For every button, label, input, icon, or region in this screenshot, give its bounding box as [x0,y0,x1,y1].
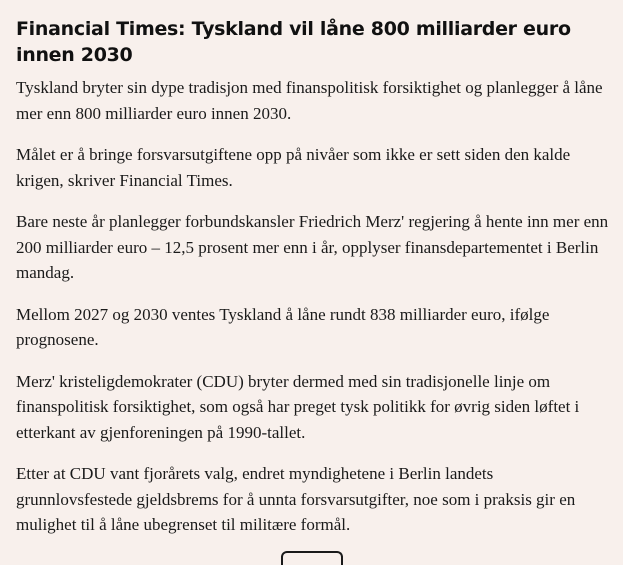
article-paragraph: Tyskland bryter sin dype tradisjon med finanspolitisk forsiktighet og planlegger å låne mer enn 800 milliarder euro innen 2030. [16,78,603,123]
article-paragraph: Målet er å bringe forsvarsutgiftene opp på nivåer som ikke er sett siden den kalde krigen, skriver Financial Times. [16,145,571,190]
article-paragraph: Merz' kristeligdemokrater (CDU) bryter dermed med sin tradisjonelle linje om finanspolitisk forsiktighet, som også har preget tysk politikk for øvrig siden løftet i etterkant av gjenforeningen på 1990-tallet. [16,371,580,442]
article-paragraph: Mellom 2027 og 2030 ventes Tyskland å låne rundt 838 milliarder euro, ifølge prognosene. [16,304,550,349]
article-paragraph: Etter at CDU vant fjorårets valg, endret myndighetene i Berlin landets grunnlovsfestede gjeldsbrems for å unnta forsvarsutgifter, noe som i praksis gir en mulighet til å låne ubegrenset til militære formål. [16,464,576,534]
article-headline: Financial Times: Tyskland vil låne 800 milliarder euro innen 2030 [16,18,571,66]
read-more-button[interactable] [281,551,343,565]
article-paragraph: Bare neste år planlegger forbundskansler Friedrich Merz' regjering å hente inn mer enn 200 milliarder euro – 12,5 prosent mer enn i år, opplyser finansdepartementet i Berlin mandag. [16,212,609,282]
article [16,16,612,554]
